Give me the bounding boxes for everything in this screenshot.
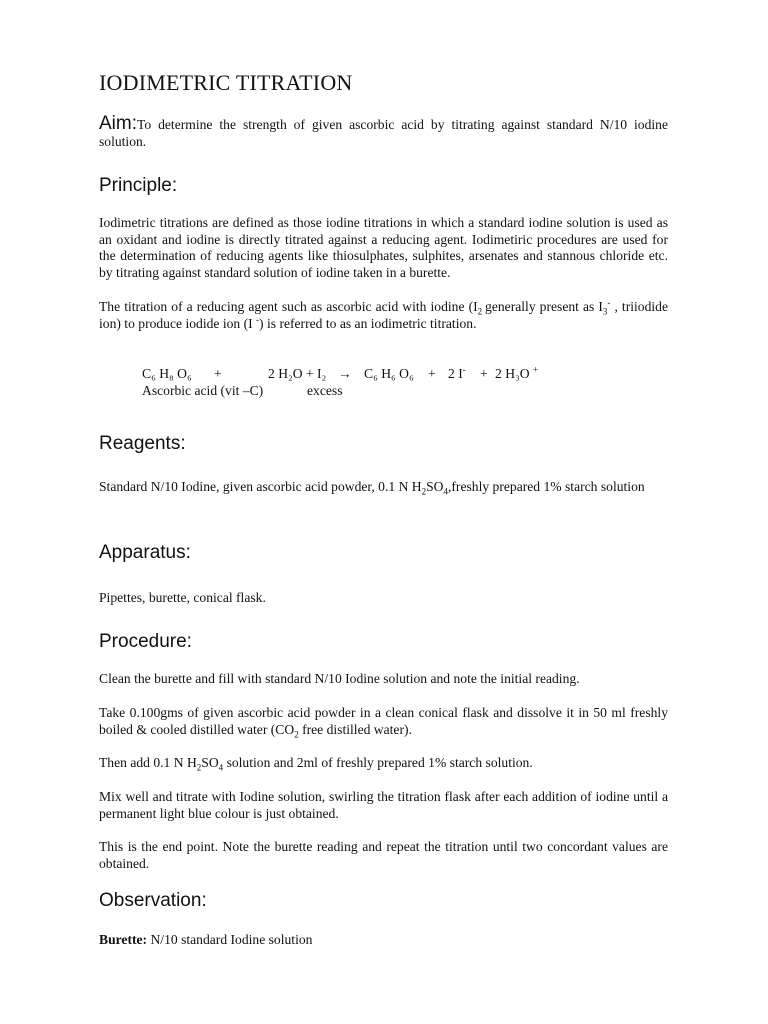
plus-sign: + bbox=[428, 366, 436, 381]
product-iodide: 2 I- bbox=[448, 364, 466, 381]
aim-text: To determine the strength of given ascorbic acid by titrating against standard N/10 iodine solution. bbox=[99, 117, 668, 149]
reagents-heading: Reagents: bbox=[99, 433, 186, 454]
page-title: IODIMETRIC TITRATION bbox=[99, 70, 353, 95]
apparatus-heading: Apparatus: bbox=[99, 542, 191, 563]
burette-text: N/10 standard Iodine solution bbox=[147, 932, 313, 947]
reaction-arrow-icon: → bbox=[338, 366, 352, 381]
procedure-step-1: Clean the burette and fill with standard N/10 Iodine solution and note the initial reading. bbox=[99, 671, 580, 686]
aim-section bbox=[99, 113, 668, 150]
procedure-step-2: Take 0.100gms of given ascorbic acid powder in a clean conical flask and dissolve it in 50 ml freshly boiled & cooled distilled water ($CO_2$ free distilled water). bbox=[99, 705, 668, 740]
principle-heading: Principle: bbox=[99, 175, 178, 196]
apparatus-text: Pipettes, burette, conical flask. bbox=[99, 590, 266, 605]
product-dehydroascorbic-acid: C₆ H₆ O₆ bbox=[364, 366, 414, 381]
plus-sign: + bbox=[480, 366, 488, 381]
principle-paragraph-1: Iodimetric titrations are defined as those iodine titrations in which a standard iodine solution is used as an oxidant and iodine is directly titrated against a reducing agent. Iodimetiric procedures are used for the determination of reducing agents like thiosulphates, sulphites, arsenates and stannous chloride etc. by titrating against standard solution of iodine taken in a burette. bbox=[99, 215, 668, 280]
product-hydronium: 2 H₃O + bbox=[495, 364, 539, 381]
procedure-step-3: Then add 0.1 N $H_2SO_4$ solution and 2ml of freshly prepared 1% starch solution. bbox=[99, 755, 533, 773]
excess-label: excess bbox=[307, 383, 343, 398]
procedure-step-5: This is the end point. Note the burette reading and repeat the titration until two concordant values are obtained. bbox=[99, 839, 668, 871]
procedure-step-4: Mix well and titrate with Iodine solution, swirling the titration flask after each addition of iodine until a permanent light blue colour is just obtained. bbox=[99, 789, 668, 821]
principle-paragraph-2: The titration of a reducing agent such as ascorbic acid with iodine ($I_2$ generally present as $I_3^-$ , triiodide ion) to produce iodide ion (I -) is referred to as an iodimetric titration. bbox=[99, 297, 668, 331]
observation-heading: Observation: bbox=[99, 890, 207, 911]
reactant-ascorbic-acid: C₆ H₈ O₆ bbox=[142, 366, 192, 381]
reagents-text: Standard N/10 Iodine, given ascorbic acid powder, 0.1 N $H_2SO_4,freshly$ prepared 1% starch solution bbox=[99, 479, 645, 497]
burette-label: Burette: bbox=[99, 932, 148, 947]
aim-heading: Aim: bbox=[99, 113, 137, 134]
observation-burette bbox=[99, 932, 668, 949]
procedure-heading: Procedure: bbox=[99, 631, 192, 652]
ascorbic-acid-label: Ascorbic acid (vit –C) bbox=[142, 383, 264, 398]
reactant-water-iodine: 2 H₂O + I₂ bbox=[268, 366, 327, 381]
plus-sign: + bbox=[214, 366, 222, 381]
